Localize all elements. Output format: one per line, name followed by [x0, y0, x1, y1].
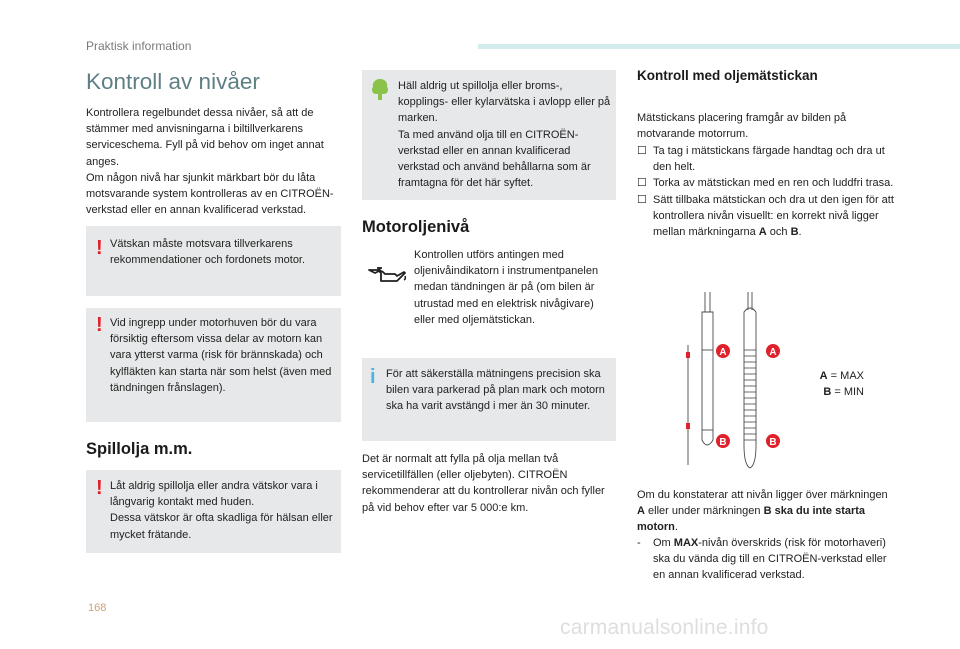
watermark: carmanualsonline.info	[560, 616, 769, 639]
dash-item: - Om MAX-nivån överskrids (risk för motorhaveri) ska du vända dig till en CITROËN-verkstad eller en annan kvalificerad verkstad.	[637, 537, 887, 582]
warning-text-fluids: Vätskan måste motsvara tillverkarens rekommendationer och fordonets motor.	[110, 238, 306, 267]
dipstick-outro: Om du konstaterar att nivån ligger över märkningen A eller under märkningen B ska du inte starta motorn.	[637, 489, 888, 534]
checkbox-bullet-icon: ☐	[637, 193, 647, 206]
warning-text-engine: Vid ingrepp under motorhuven bör du vara försiktig eftersom vissa delar av motorn kan vara ytterst varma (risk för brännskada) och kylfläkten kan starta när som helst (även med tändningen frånslagen).	[110, 317, 332, 394]
dipstick-steps	[637, 143, 895, 240]
page-number: 168	[88, 602, 107, 614]
marker-b-right-label: B	[769, 437, 777, 448]
marker-a-left-label: A	[719, 347, 727, 358]
checkbox-bullet-icon: ☐	[637, 177, 647, 190]
exclamation-icon: !	[96, 477, 103, 499]
eco-box	[362, 70, 616, 200]
marker-b-right	[766, 434, 780, 448]
warning-box-fluids	[86, 226, 341, 296]
marker-b-left	[716, 434, 730, 448]
oil-level-text: Kontrollen utförs antingen med oljenivåindikatorn i instrumentpanelen medan tändningen är på (om bilen är utrustad med en elektrisk nivågivare) eller med oljemätstickan.	[414, 249, 599, 326]
warning-box-engine	[86, 308, 341, 422]
section-label: Praktisk information	[86, 39, 192, 53]
legend-max: A = MAX	[819, 370, 864, 382]
info-box-measurement	[362, 358, 616, 441]
header-bar	[478, 44, 960, 49]
marker-b-left-label: B	[719, 437, 727, 448]
column-left	[86, 60, 341, 218]
list-item	[637, 175, 895, 191]
legend-min: B = MIN	[823, 386, 864, 398]
tree-icon	[370, 78, 390, 102]
oil-level-heading: Motoroljenivå	[362, 218, 470, 236]
dipstick-illustration	[670, 290, 795, 475]
exclamation-icon: !	[96, 314, 103, 336]
step-text: Sätt tillbaka mätstickan och dra ut den igen för att kontrollera nivån visuellt: en korrekt nivå ligger mellan märkningarna A och B.	[653, 193, 894, 239]
page-title: Kontroll av nivåer	[86, 69, 260, 94]
step-text: Ta tag i mätstickans färgade handtag och dra ut den helt.	[653, 145, 885, 174]
warning-text-skin: Låt aldrig spillolja eller andra vätskor vara i långvarig kontakt med huden. Dessa vätskor är ofta skadliga för hälsan eller mycket frätande.	[110, 480, 333, 541]
spill-heading: Spillolja m.m.	[86, 440, 193, 458]
dipstick-intro: Mätstickans placering framgår av bilden på motvarande motorrum.	[637, 112, 847, 141]
list-item	[637, 192, 895, 241]
info-icon: i	[370, 366, 376, 388]
step-text: Torka av mätstickan med en ren och luddfri trasa.	[653, 177, 894, 190]
checkbox-bullet-icon: ☐	[637, 145, 647, 157]
dash-bullet: -	[637, 537, 641, 549]
marker-a-right	[766, 344, 780, 358]
marker-a-right-label: A	[769, 347, 777, 358]
marker-a-left	[716, 344, 730, 358]
list-item	[637, 143, 895, 175]
dipstick-legend	[800, 368, 864, 400]
dipstick-heading: Kontroll med oljemätstickan	[637, 68, 818, 83]
exclamation-icon: !	[96, 237, 103, 259]
info-text-measurement: För att säkerställa mätningens precision ska bilen vara parkerad på plan mark och motorn ska ha varit avstängd i mer än 30 minuter.	[386, 368, 605, 413]
oil-can-icon	[367, 264, 407, 286]
intro-text: Kontrollera regelbundet dessa nivåer, så att de stämmer med anvisningarna i biltillverkarens serviceschema. Fyll på vid behov om inget annat anges. Om någon nivå har sjunkit märkbart bör du låta motsvarande system kontrolleras av en CITROËN-verkstad eller en annan kvalificerad verkstad.	[86, 107, 334, 217]
oil-change-text: Det är normalt att fylla på olja mellan två servicetillfällen (eller oljebyten). CITROËN rekommenderar att du kontrollerar nivån och fyller på vid behov efter var 5 000:e km.	[362, 453, 605, 514]
warning-box-skin	[86, 470, 341, 553]
eco-text: Häll aldrig ut spillolja eller broms-, kopplings- eller kylarvätska i avlopp eller på marken. Ta med använd olja till en CITROËN-verkstad eller en annan kvalificerad verkstad och använd behållarna som är framtagna för det här syftet.	[398, 80, 611, 190]
